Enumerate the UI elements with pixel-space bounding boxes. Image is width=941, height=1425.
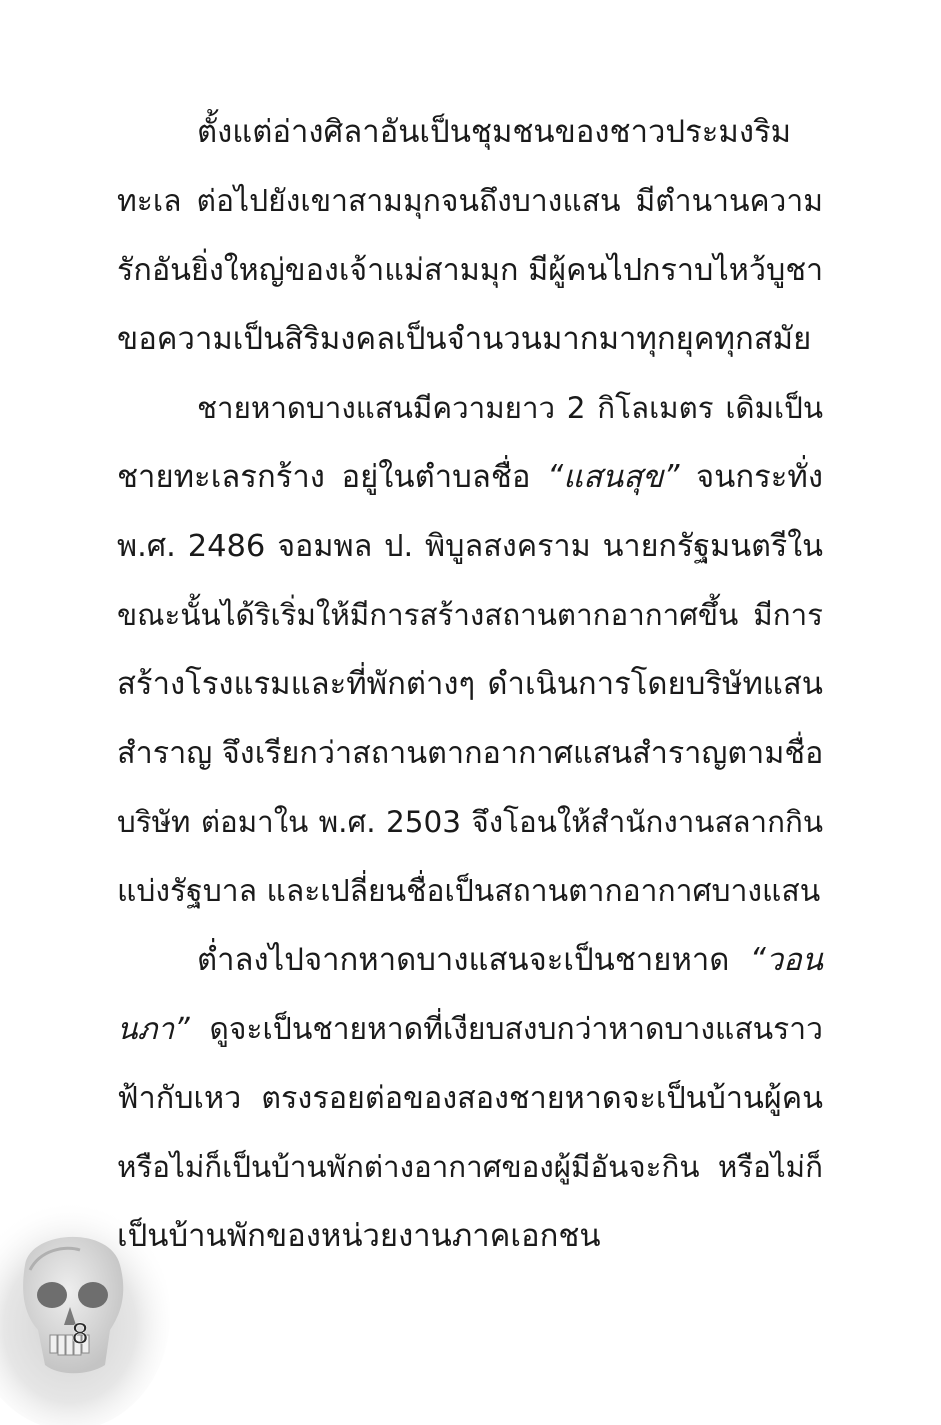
- quoted-place-name: นภา”: [117, 1012, 190, 1047]
- text-line: พ.ศ. 2486 จอมพล ป. พิบูลสงคราม นายกรัฐมนตรีใน: [117, 529, 823, 564]
- text-line: ตั้งแต่อ่างศิลาอันเป็นชุมชนของชาวประมงริม: [197, 114, 792, 150]
- text-line: [117, 926, 823, 995]
- text-line: ขณะนั้นได้ริเริ่มให้มีการสร้างสถานตากอากาศขึ้น มีการ: [117, 598, 823, 632]
- text-segment: ดูจะเป็นชายหาดที่เงียบสงบกว่าหาดบางแสนราว: [189, 1012, 823, 1047]
- text-line: [117, 995, 823, 1064]
- text-line: ฟ้ากับเหว ตรงรอยต่อของสองชายหาดจะเป็นบ้านผู้คน: [117, 1081, 823, 1116]
- text-line: สร้างโรงแรมและที่พักต่างๆ ดำเนินการโดยบริษัทแสน: [117, 666, 823, 702]
- quoted-place-name: “วอน: [749, 942, 823, 978]
- text-line: รักอันยิ่งใหญ่ของเจ้าแม่สามมุก มีผู้คนไปกราบไหว้บูชา: [117, 253, 824, 288]
- text-line: [117, 443, 823, 512]
- text-line: ชายหาดบางแสนมีความยาว 2 กิโลเมตร เดิมเป็น: [197, 391, 823, 425]
- text-line: หรือไม่ก็เป็นบ้านพักต่างอากาศของผู้มีอันจะกิน หรือไม่ก็: [117, 1150, 823, 1184]
- page-number: 8: [71, 1317, 89, 1350]
- text-segment: ชายทะเลรกร้าง อยู่ในตำบลชื่อ: [117, 459, 548, 495]
- text-line: สำราญ จึงเรียกว่าสถานตากอากาศแสนสำราญตามชื่อ: [117, 736, 824, 771]
- text-line: บริษัท ต่อมาใน พ.ศ. 2503 จึงโอนให้สำนักงานสลากกิน: [117, 805, 823, 839]
- quoted-place-name: “แสนสุข”: [547, 459, 680, 495]
- text-line: เป็นบ้านพักของหน่วยงานภาคเอกชน: [117, 1218, 601, 1254]
- text-line: แบ่งรัฐบาล และเปลี่ยนชื่อเป็นสถานตากอากาศบางแสน: [117, 874, 821, 909]
- text-segment: ต่ำลงไปจากหาดบางแสนจะเป็นชายหาด: [197, 942, 750, 978]
- body-text: [117, 98, 823, 1271]
- text-line: ทะเล ต่อไปยังเขาสามมุกจนถึงบางแสน มีตำนานความ: [117, 184, 823, 219]
- text-line: ขอความเป็นสิริมงคลเป็นจำนวนมากมาทุกยุคทุกสมัย: [117, 321, 812, 357]
- text-segment: จนกระทั่ง: [679, 459, 823, 495]
